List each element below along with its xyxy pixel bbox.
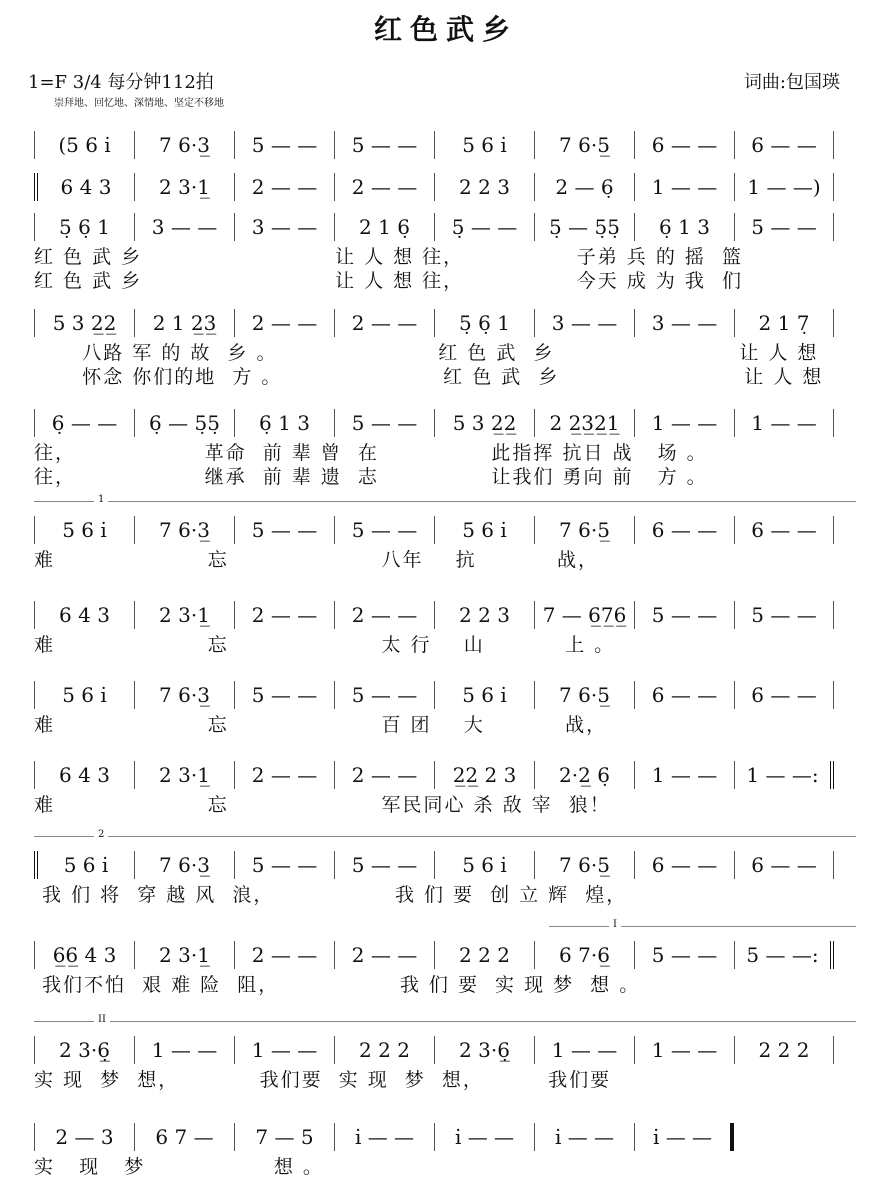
measure: 2 3·6̣̲: [434, 1036, 534, 1064]
lyric-line: 我 们 将 穿 越 风 浪， 我 们 要 创 立 辉 煌，: [34, 884, 628, 906]
measure: 1 — —: [234, 1036, 334, 1064]
measure: 1 — —: [534, 1036, 634, 1064]
measure: 1 — —): [734, 173, 834, 201]
measure: 6 — —: [734, 681, 834, 709]
measure: i̇ — —: [534, 1123, 634, 1151]
measure: 2 2̲3̲2̲1̲: [534, 409, 634, 437]
lyric-line: 往， 继承 前 辈 遗 志 让我们 勇向 前 方 。: [34, 466, 708, 488]
score-row: [34, 1122, 856, 1176]
notation-line: [34, 212, 856, 242]
measure: 5̣ — —: [434, 213, 534, 241]
measure: 2 3·1̲: [134, 173, 234, 201]
score-row: [34, 172, 856, 202]
measure: 2 2 2: [334, 1036, 434, 1064]
measure: 5̣ 6̣ 1: [34, 213, 134, 241]
measure: 2 1 6̣: [334, 213, 434, 241]
measure: 5 6 i̇: [34, 516, 134, 544]
measure: 5 — —: [234, 516, 334, 544]
measure: 6̲6̲ 4 3: [34, 941, 134, 969]
measure: 2 — —: [234, 601, 334, 629]
score-row: [34, 494, 856, 571]
measure: 7 6·5̲: [534, 681, 634, 709]
measure: 5 6 i̇: [434, 851, 534, 879]
score-row: [34, 600, 856, 654]
score-row: [34, 919, 856, 996]
measure: (5 6 i̇: [34, 131, 134, 159]
lyric-line: 难 忘 百 团 大 战，: [34, 714, 608, 736]
measure: 5 — —: [334, 409, 434, 437]
notation-line: [34, 515, 856, 545]
lyric-line: 实 现 梦 想 。: [34, 1156, 324, 1178]
score-row: [34, 829, 856, 906]
measure: 6 — —: [634, 851, 734, 879]
measure: 2 3·1̲: [134, 601, 234, 629]
measure: 1 — —: [734, 409, 834, 437]
lyric-line: 难 忘 军民同心 杀 敌 宰 狼！: [34, 794, 611, 816]
lyric-line: 我们不怕 艰 难 险 阻， 我 们 要 实 现 梦 想 。: [34, 974, 641, 996]
measure: 1 — —: [634, 761, 734, 789]
measure: 2 — —: [334, 309, 434, 337]
measure: 2 2 3: [434, 173, 534, 201]
notation-line: [34, 850, 856, 880]
measure: 5̣ 6̣ 1: [434, 309, 534, 337]
measure: 5 6 i̇: [434, 131, 534, 159]
measure: 2 — 6̣: [534, 173, 634, 201]
measure: 3 — —: [634, 309, 734, 337]
expression-marking: 崇拜地、回忆地、深情地、坚定不移地: [54, 98, 224, 109]
measure: 6 — —: [734, 851, 834, 879]
measure: 2 — —: [334, 173, 434, 201]
notation-line: [34, 600, 856, 630]
lyric-line: 八路 军 的 故 乡 。 红 色 武 乡 让 人 想: [34, 342, 819, 364]
measure: 5 — —: [334, 516, 434, 544]
measure: 1 — —:: [734, 761, 834, 789]
measure: 1 — —: [634, 173, 734, 201]
volta-bracket: I: [549, 926, 856, 933]
measure: 5 — —: [234, 851, 334, 879]
measure: 6 — —: [634, 516, 734, 544]
measure: 5 — —: [734, 601, 834, 629]
measure: 5 — —: [634, 941, 734, 969]
measure: 6̣ 1 3: [234, 409, 334, 437]
score-row: [34, 212, 856, 290]
measure: 6 7 —: [134, 1123, 234, 1151]
measure: 7 6·3̲: [134, 516, 234, 544]
measure: 5 6 i̇: [34, 681, 134, 709]
measure: 2 3·1̲: [134, 761, 234, 789]
measure: i̇ — —: [334, 1123, 434, 1151]
measure: 7 6·3̲: [134, 851, 234, 879]
measure: 5 — —: [234, 131, 334, 159]
score-row: [34, 760, 856, 814]
measure: 7 6·3̲: [134, 131, 234, 159]
measure: 7 6·3̲: [134, 681, 234, 709]
measure: 5̣ — 5̣5̣: [534, 213, 634, 241]
measure: 5 — —:: [734, 941, 834, 969]
measure: 5 — —: [334, 131, 434, 159]
measure: i̇ — —: [434, 1123, 534, 1151]
measure: 5 6 i̇: [434, 681, 534, 709]
key-time-tempo: 1=F 3/4 每分钟112拍: [28, 72, 214, 93]
measure: 6̣ — —: [34, 409, 134, 437]
notation-line: [34, 760, 856, 790]
measure: 3 — —: [534, 309, 634, 337]
lyric-line: 怀念 你们的地 方 。 红 色 武 乡 让 人 想: [34, 366, 824, 388]
score-row: [34, 408, 856, 486]
notation-line: [34, 408, 856, 438]
notation-line: [34, 680, 856, 710]
measure: 7 — 6̲7̲6̲: [534, 601, 634, 629]
notation-line: [34, 1035, 856, 1065]
score-row: [34, 308, 856, 386]
measure: 2 — —: [334, 941, 434, 969]
notation-line: [34, 308, 856, 338]
credits: 词曲:包国瑛: [743, 72, 840, 93]
measure: 2 — —: [234, 761, 334, 789]
measure: 6 — —: [634, 131, 734, 159]
measure: 2 2 3: [434, 601, 534, 629]
lyric-line: 难 忘 太 行 山 上 。: [34, 634, 616, 656]
measure: 1 — —: [634, 409, 734, 437]
measure: 2·2̲ 6̣: [534, 761, 634, 789]
song-title: 红色武乡: [373, 13, 518, 46]
lyric-line: 红 色 武 乡 让 人 想 往， 子弟 兵 的 摇 篮: [34, 246, 743, 268]
measure: 2 3·6̣̲: [34, 1036, 134, 1064]
measure: 2 — —: [234, 173, 334, 201]
volta-bracket: II: [34, 1021, 856, 1028]
lyric-line: 往， 革命 前 辈 曾 在 此指挥 抗日 战 场 。: [34, 442, 708, 464]
notation-line: [34, 130, 856, 160]
measure: 5 — —: [334, 851, 434, 879]
measure: 6 — —: [734, 516, 834, 544]
volta-bracket: 2: [34, 836, 856, 843]
score-row: [34, 130, 856, 160]
measure: 7 6·5̲: [534, 131, 634, 159]
measure: 2 — 3: [34, 1123, 134, 1151]
measure: 6̣ — 5̣5̣: [134, 409, 234, 437]
measure: 5 — —: [734, 213, 834, 241]
measure: 6̣ 1 3: [634, 213, 734, 241]
measure: 6 — —: [734, 131, 834, 159]
measure: 2 — —: [234, 309, 334, 337]
lyric-line: 难 忘 八年 抗 战，: [34, 549, 600, 571]
measure: 6 7·6̲: [534, 941, 634, 969]
measure: 7 — 5: [234, 1123, 334, 1151]
measure: 2 — —: [334, 601, 434, 629]
measure: 1 — —: [634, 1036, 734, 1064]
measure: 5 6 i̇: [434, 516, 534, 544]
lyric-line: 红 色 武 乡 让 人 想 往， 今天 成 为 我 们: [34, 270, 743, 292]
measure: 5 3 2̲2̲: [34, 309, 134, 337]
measure: 5 — —: [634, 601, 734, 629]
measure: 5 — —: [234, 681, 334, 709]
measure: 2̲2̲ 2 3: [434, 761, 534, 789]
measure: 2 2 2: [734, 1036, 834, 1064]
measure: 2 3·1̲: [134, 941, 234, 969]
notation-line: [34, 172, 856, 202]
score-row: [34, 1014, 856, 1091]
measure: 3 — —: [134, 213, 234, 241]
measure: 5 — —: [334, 681, 434, 709]
measure: 6 — —: [634, 681, 734, 709]
notation-line: [34, 1122, 856, 1152]
score-row: [34, 680, 856, 734]
measure: 2 — —: [234, 941, 334, 969]
measure: 6 4 3: [34, 173, 134, 201]
measure: 2 — —: [334, 761, 434, 789]
measure: 2 1 7̣: [734, 309, 834, 337]
measure: 7 6·5̲: [534, 516, 634, 544]
measure: 6 4 3: [34, 601, 134, 629]
volta-bracket: 1: [34, 501, 856, 508]
measure: 5 3 2̲2̲: [434, 409, 534, 437]
measure: 7 6·5̲: [534, 851, 634, 879]
measure: 3 — —: [234, 213, 334, 241]
notation-line: [34, 940, 856, 970]
measure: 6 4 3: [34, 761, 134, 789]
measure: 5 6 i̇: [34, 851, 134, 879]
lyric-line: 实 现 梦 想， 我们要 实 现 梦 想， 我们要: [34, 1069, 612, 1091]
measure: 2 1 2̲3̲: [134, 309, 234, 337]
measure: 2 2 2: [434, 941, 534, 969]
measure: 1 — —: [134, 1036, 234, 1064]
measure: i̇ — —: [634, 1123, 734, 1151]
